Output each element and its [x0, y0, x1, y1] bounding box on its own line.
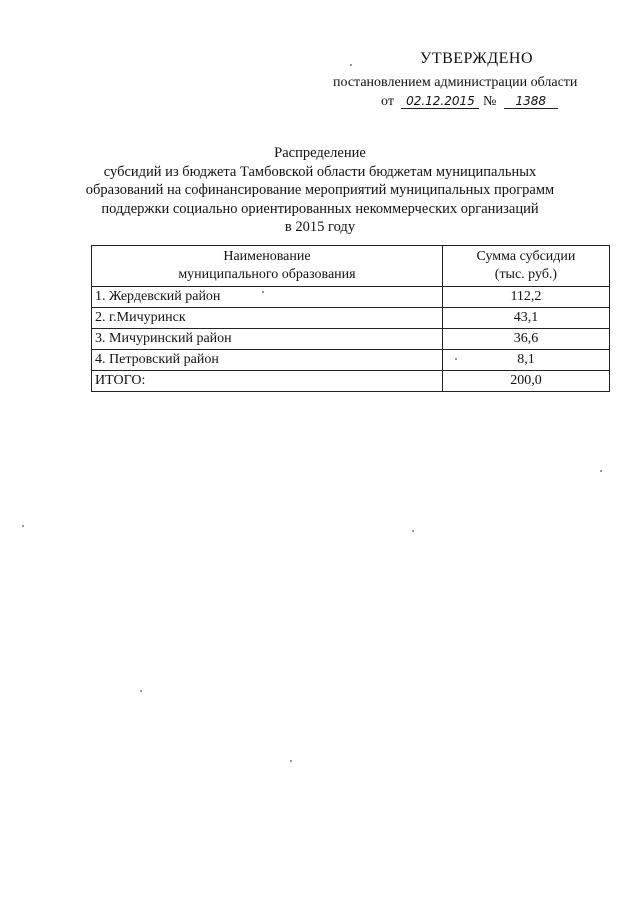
title-line-1: Распределение [274, 145, 366, 161]
scan-speck [22, 525, 24, 527]
handwritten-date: 02.12.2015 [401, 94, 479, 109]
header-name [92, 246, 443, 287]
title-line-2: субсидий из бюджета Тамбовской области бюджетам муниципальных [103, 163, 537, 180]
date-number-line [381, 94, 558, 110]
total-sum: 200,0 [442, 371, 609, 392]
subsidy-table [91, 245, 610, 392]
handwritten-number: 1388 [504, 94, 558, 109]
row-name: 3. Мичуринский район [92, 329, 443, 350]
row-name: 2. г.Мичуринск [92, 308, 443, 329]
scan-speck [290, 760, 292, 762]
row-name: 4. Петровский район [92, 350, 443, 371]
scan-speck [412, 530, 414, 532]
total-label: ИТОГО: [92, 371, 443, 392]
scan-speck [262, 291, 264, 293]
header-sum-line-2: (тыс. руб.) [494, 267, 558, 282]
title-line-3: образований на софинансирование мероприятий муниципальных программ [85, 182, 555, 198]
row-sum: 112,2 [442, 287, 609, 308]
document-title [60, 144, 580, 237]
title-line-4: поддержки социально ориентированных некоммерческих организаций [101, 200, 539, 217]
row-sum: 36,6 [442, 329, 609, 350]
table-row [92, 287, 610, 308]
number-sign: № [482, 94, 497, 109]
header-sum [442, 246, 609, 287]
table-row [92, 308, 610, 329]
table-row [92, 329, 610, 350]
decree-line: постановлением администрации области [333, 75, 578, 90]
approved-heading: УТВЕРЖДЕНО [420, 50, 534, 67]
date-prefix: от [381, 94, 394, 109]
table-row [92, 350, 610, 371]
header-sum-line-1: Сумма субсидии [476, 249, 576, 264]
scan-speck [455, 358, 457, 360]
row-sum: 8,1 [442, 350, 609, 371]
row-name: 1. Жердевский район [92, 287, 443, 308]
scan-speck [350, 64, 352, 66]
total-row [92, 371, 610, 392]
header-name-line-2: муниципального образования [178, 267, 356, 282]
scan-speck [600, 470, 602, 472]
row-sum: 43,1 [442, 308, 609, 329]
scan-speck [140, 690, 142, 692]
table-header-row [92, 246, 610, 287]
header-name-line-1: Наименование [223, 249, 311, 264]
title-line-5: в 2015 году [284, 219, 356, 235]
